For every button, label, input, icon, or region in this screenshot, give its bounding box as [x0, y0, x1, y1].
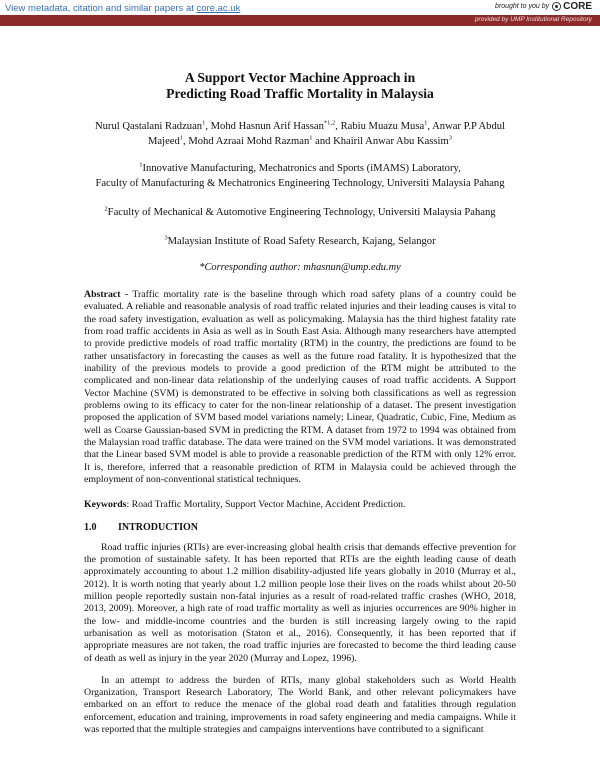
- section-number: 1.0: [84, 521, 97, 533]
- intro-paragraph-1: Road traffic injuries (RTIs) are ever-increasing global health crisis that demands effective prevention for the promotion of sustainable safety. It has been reported that RTIs are the eighth leading cause of death approximately accounting to about 1.2 million disability-adjusted life years globally in 2010 (Murray et al., 2012). It is worth noting that yearly about 1.2 million people lose their lives on the roads whilst about 20-50 million people reportedly sustain non-fatal injuries as a result of road-related traffic crashes (WHO, 2018, 2013, 2009). Moreover, a high rate of road traffic mortality as well as injuries occurrences are 90% higher in the low- and middle-income countries and the burden is still increasing largely owing to the rapid urbanisation as well as motorisation (Staton et al., 2016). Consequently, it has been reported that if appropriate measures are not taken, the road traffic injuries are forecasted to become the third leading cause of death as well as injury in the year 2020 (Murray and Lopez, 1996).: [84, 541, 516, 664]
- title-line-1: A Support Vector Machine Approach in: [184, 70, 416, 85]
- core-attribution: [495, 1, 592, 12]
- section-title: INTRODUCTION: [118, 521, 199, 533]
- author-list: [84, 119, 516, 149]
- core-logo-icon: [552, 2, 561, 11]
- provider-text: provided by UMP Institutional Repository: [474, 16, 592, 23]
- core-brand: CORE: [563, 1, 592, 12]
- author: Nurul Qastalani Radzuan$^1$,: [94, 119, 211, 132]
- abstract: [84, 289, 516, 487]
- abstract-label: Abstract -: [84, 289, 129, 300]
- affiliation-2: $^2$Faculty of Mechanical & Automotive Engineering Technology, Universiti Malaysia Pahang: [104, 205, 496, 218]
- core-link-text: View metadata, citation and similar papers at: [5, 3, 197, 14]
- affiliation-1: $^1$Innovative Manufacturing, Mechatronics and Sports (iMAMS) Laboratory, Faculty of Manufacturing & Mechatronics Engineering Technology, Universiti Malaysia Pahang: [95, 161, 505, 189]
- keywords-text: : Road Traffic Mortality, Support Vector Machine, Accident Prediction.: [126, 498, 406, 510]
- author: Mohd Hasnun Arif Hassan$^{*1,2}$,: [210, 119, 341, 132]
- core-logo[interactable]: [552, 1, 592, 12]
- keywords-label: Keywords: [84, 498, 127, 510]
- core-link-domain[interactable]: core.ac.uk: [196, 3, 241, 14]
- author: Anwar P.P Abdul Majeed$^1$,: [148, 121, 506, 147]
- keywords: [84, 499, 516, 511]
- paper-page: [84, 70, 516, 746]
- author: Mohd Azraai Mohd Razman$^1$ and: [188, 134, 334, 147]
- intro-paragraph-2: In an attempt to address the burden of RTIs, many global stakeholders such as World Health Organization, Transport Research Laboratory, The World Bank, and other relevant policymakers have embarked on an effort to reduce the menace of the global road death and fatalities through regulation enforcement, education and training, improvements in road safety engineering and media campaigns. While it was reported that the multiple strategies and campaigns interventions have contributed to a significant: [84, 674, 516, 736]
- core-metadata-link[interactable]: [5, 3, 240, 14]
- abstract-text: Traffic mortality rate is the baseline through which road safety plans of a country could be evaluated. A reliable and reasonable analysis of road traffic related injuries and their leading causes is vital to the road safety investigation, evaluation as well as policymaking. Malaysia has the third highest fatality rate from road traffic accidents in Asia as well as in South East Asia. Although many researchers have attempted to provide predictive models of road traffic mortality (RTM) in the country, the predictions are found to be rather unsatisfactory in forecasting the causes as well as the future road fatality. It is hypothesized that the inability of the previous models to provide a good prediction of the RTM might be attributed to the complicated and non-linear data relationship of the underlying causes of road traffic accidents. A Support Vector Machine (SVM) is demonstrated to be effective in solving both classifications as well as regression problems owing to its efficacy to cater for the non-linear relationship of a dataset. The present investigation proposed the application of SVM based model variations namely; Linear, Quadratic, Cubic, Fine, Medium as well as Coarse Gaussian-based SVM in predicting the RTM. A dataset from 1972 to 1994 was obtained from the Malaysian road traffic database. The data were trained on the SVM model variations. It was demonstrated that the Linear based SVM model is able to provide a reasonable prediction of the RTM with only 12% error. It is, therefore, inferred that a reasonable prediction of RTM in Malaysia could be achieved through the employment of non-conventional statistical techniques.: [84, 289, 516, 486]
- section-heading-introduction: [84, 522, 516, 534]
- provider-strip: [0, 15, 600, 26]
- title-line-2: Predicting Road Traffic Mortality in Malaysia: [166, 86, 434, 101]
- brought-by-text: brought to you by: [495, 3, 550, 10]
- author: Rabiu Muazu Musa$^1$,: [340, 119, 433, 132]
- paper-title: [84, 70, 516, 102]
- author: Khairil Anwar Abu Kassim$^3$: [333, 134, 452, 147]
- affiliation-3: $^3$Malaysian Institute of Road Safety Research, Kajang, Selangor: [164, 234, 436, 247]
- corresponding-author: *Corresponding author: mhasnun@ump.edu.my: [199, 262, 401, 273]
- core-banner: [0, 0, 600, 27]
